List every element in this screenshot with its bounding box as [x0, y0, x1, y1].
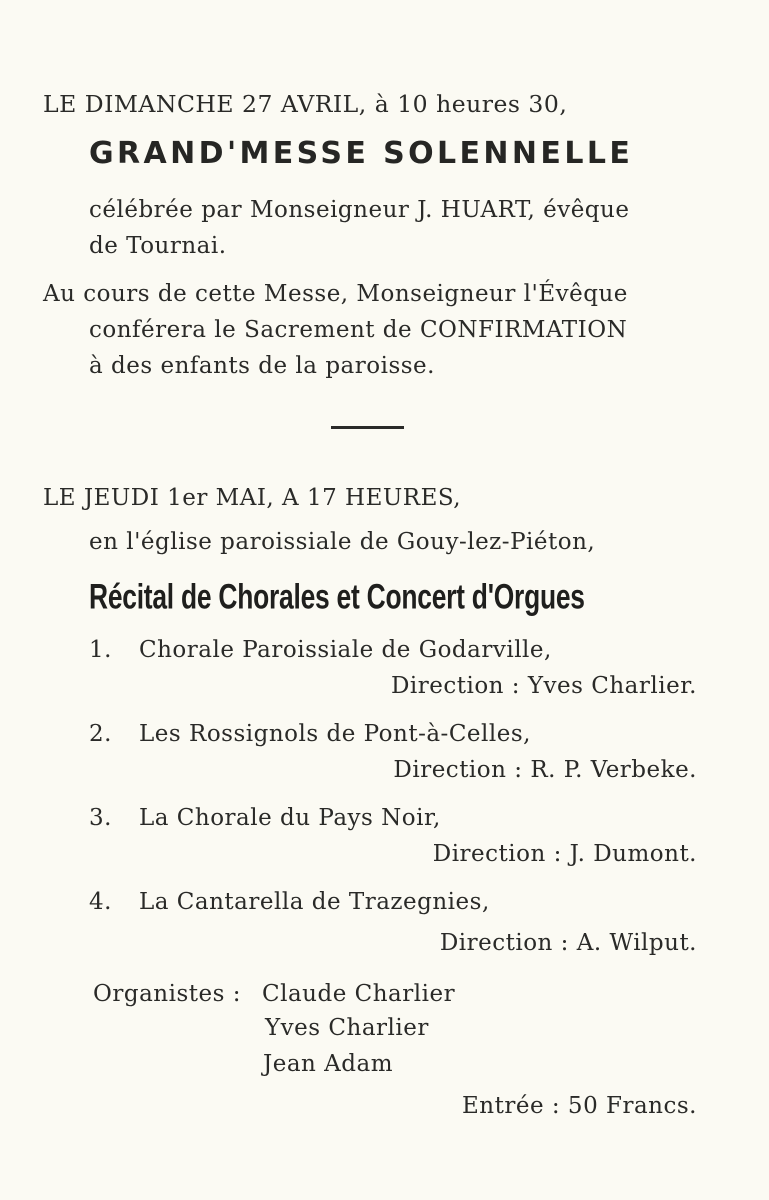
entry-price: Entrée : 50 Francs. [462, 1093, 697, 1119]
choir-2-direction: Direction : R. P. Verbeke. [393, 757, 697, 783]
choir-1-name: Chorale Paroissiale de Godarville, [139, 637, 552, 663]
choir-3-direction: Direction : J. Dumont. [432, 841, 697, 867]
organist-3: Jean Adam [263, 1051, 394, 1077]
mass-title: GRAND'MESSE SOLENNELLE [89, 136, 634, 171]
concert-title: Récital de Chorales et Concert d'Orgues [89, 576, 585, 617]
confirmation-line-1: Au cours de cette Messe, Monseigneur l'Évêque [43, 281, 628, 307]
section-divider [331, 426, 404, 429]
choir-2-name: Les Rossignols de Pont-à-Celles, [139, 721, 531, 747]
organist-2: Yves Charlier [265, 1015, 429, 1041]
mass-date-line: LE DIMANCHE 27 AVRIL, à 10 heures 30, [43, 90, 568, 118]
celebrant-line-1: célébrée par Monseigneur J. HUART, évêque [89, 197, 630, 223]
choir-3-name: La Chorale du Pays Noir, [139, 805, 441, 831]
choir-3-number: 3. [89, 805, 112, 831]
confirmation-line-3: à des enfants de la paroisse. [89, 353, 435, 379]
celebrant-line-2: de Tournai. [89, 233, 227, 259]
concert-location-line: en l'église paroissiale de Gouy-lez-Piéton, [89, 529, 596, 555]
confirmation-line-2: conférera le Sacrement de CONFIRMATION [89, 317, 628, 343]
choir-4-direction: Direction : A. Wilput. [439, 930, 697, 956]
choir-4-name: La Cantarella de Trazegnies, [139, 889, 490, 915]
choir-1-number: 1. [89, 637, 112, 663]
choir-4-number: 4. [89, 889, 112, 915]
organists-label: Organistes : [93, 981, 241, 1007]
choir-1-direction: Direction : Yves Charlier. [390, 673, 697, 699]
choir-2-number: 2. [89, 721, 112, 747]
organist-1: Claude Charlier [262, 981, 456, 1007]
concert-date-line: LE JEUDI 1er MAI, A 17 HEURES, [43, 485, 462, 511]
